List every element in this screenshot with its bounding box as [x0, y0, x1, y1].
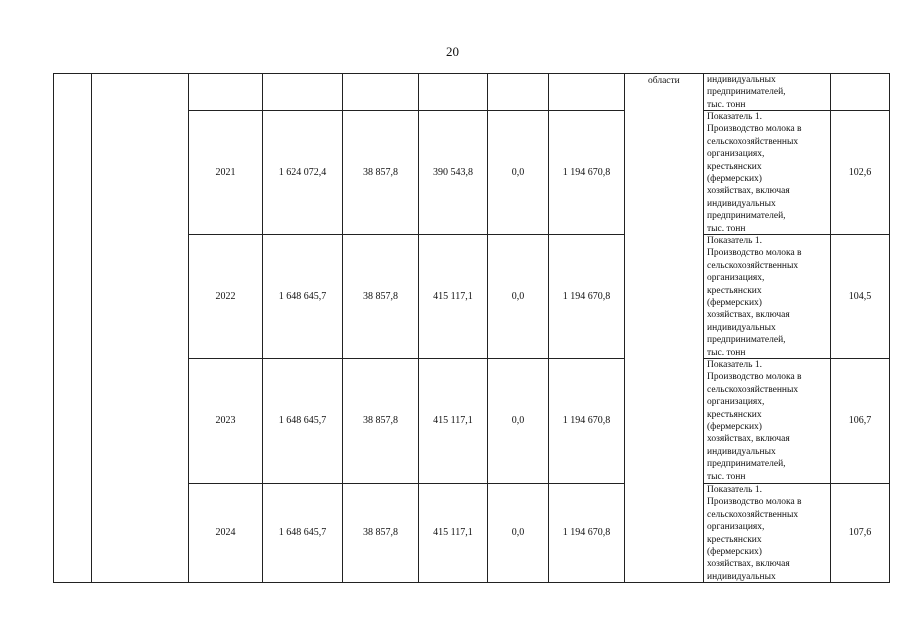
value-cell: 38 857,8	[363, 527, 398, 538]
value-cell: 1 194 670,8	[562, 166, 611, 178]
value-cell: 0,0	[511, 166, 525, 178]
page-number: 20	[446, 44, 459, 59]
indicator-text: Показатель 1. Производство молока в сельскохозяйственных организациях, крестьянских (фермерских) хозяйствах, включая индивидуальных	[707, 485, 802, 582]
value-cell: 1 194 670,8	[562, 527, 611, 538]
value-cell: 415 117,1	[433, 290, 473, 302]
value-cell: 0,0	[511, 415, 525, 426]
value-cell: 38 857,8	[363, 166, 398, 178]
total-cell: 1 648 645,7	[278, 527, 327, 538]
value-cell: 1 194 670,8	[562, 290, 611, 302]
column-divider	[624, 73, 625, 583]
value-cell: 38 857,8	[363, 290, 398, 302]
year-cell: 2024	[215, 527, 236, 538]
indicator-text: Показатель 1. Производство молока в сельскохозяйственных организациях, крестьянских (фермерских) хозяйствах, включая индивидуальных предпринимателей, тыс. тонн	[707, 360, 802, 482]
indicator-value-cell: 102,6	[848, 166, 872, 178]
column-divider	[703, 73, 704, 583]
indicator-text: Показатель 1. Производство молока в сельскохозяйственных организациях, крестьянских (фермерских) хозяйствах, включая индивидуальных предпринимателей, тыс. тонн	[707, 236, 802, 358]
table-bottom-border	[53, 582, 890, 583]
area-label: области	[648, 76, 680, 86]
value-cell: 390 543,8	[433, 166, 473, 178]
year-cell: 2022	[215, 290, 236, 302]
indicator-text: Показатель 1. Производство молока в сельскохозяйственных организациях, крестьянских (фермерских) хозяйствах, включая индивидуальных предпринимателей, тыс. тонн	[707, 112, 802, 234]
year-cell: 2023	[215, 415, 236, 426]
total-cell: 1 648 645,7	[278, 415, 327, 426]
value-cell: 0,0	[511, 290, 525, 302]
value-cell: 1 194 670,8	[562, 415, 611, 426]
value-cell: 38 857,8	[363, 415, 398, 426]
column-divider	[889, 73, 890, 583]
total-cell: 1 648 645,7	[278, 290, 327, 302]
value-cell: 415 117,1	[433, 527, 473, 538]
indicator-value-cell: 104,5	[848, 290, 872, 302]
total-cell: 1 624 072,4	[278, 166, 327, 178]
indicator-value-cell: 106,7	[848, 415, 872, 426]
indicator-text-continued: индивидуальных предпринимателей, тыс. тонн	[707, 75, 786, 110]
column-divider	[53, 73, 54, 583]
indicator-value-cell: 107,6	[848, 527, 872, 538]
column-divider	[91, 73, 92, 583]
value-cell: 415 117,1	[433, 415, 473, 426]
value-cell: 0,0	[511, 527, 525, 538]
year-cell: 2021	[215, 166, 236, 178]
